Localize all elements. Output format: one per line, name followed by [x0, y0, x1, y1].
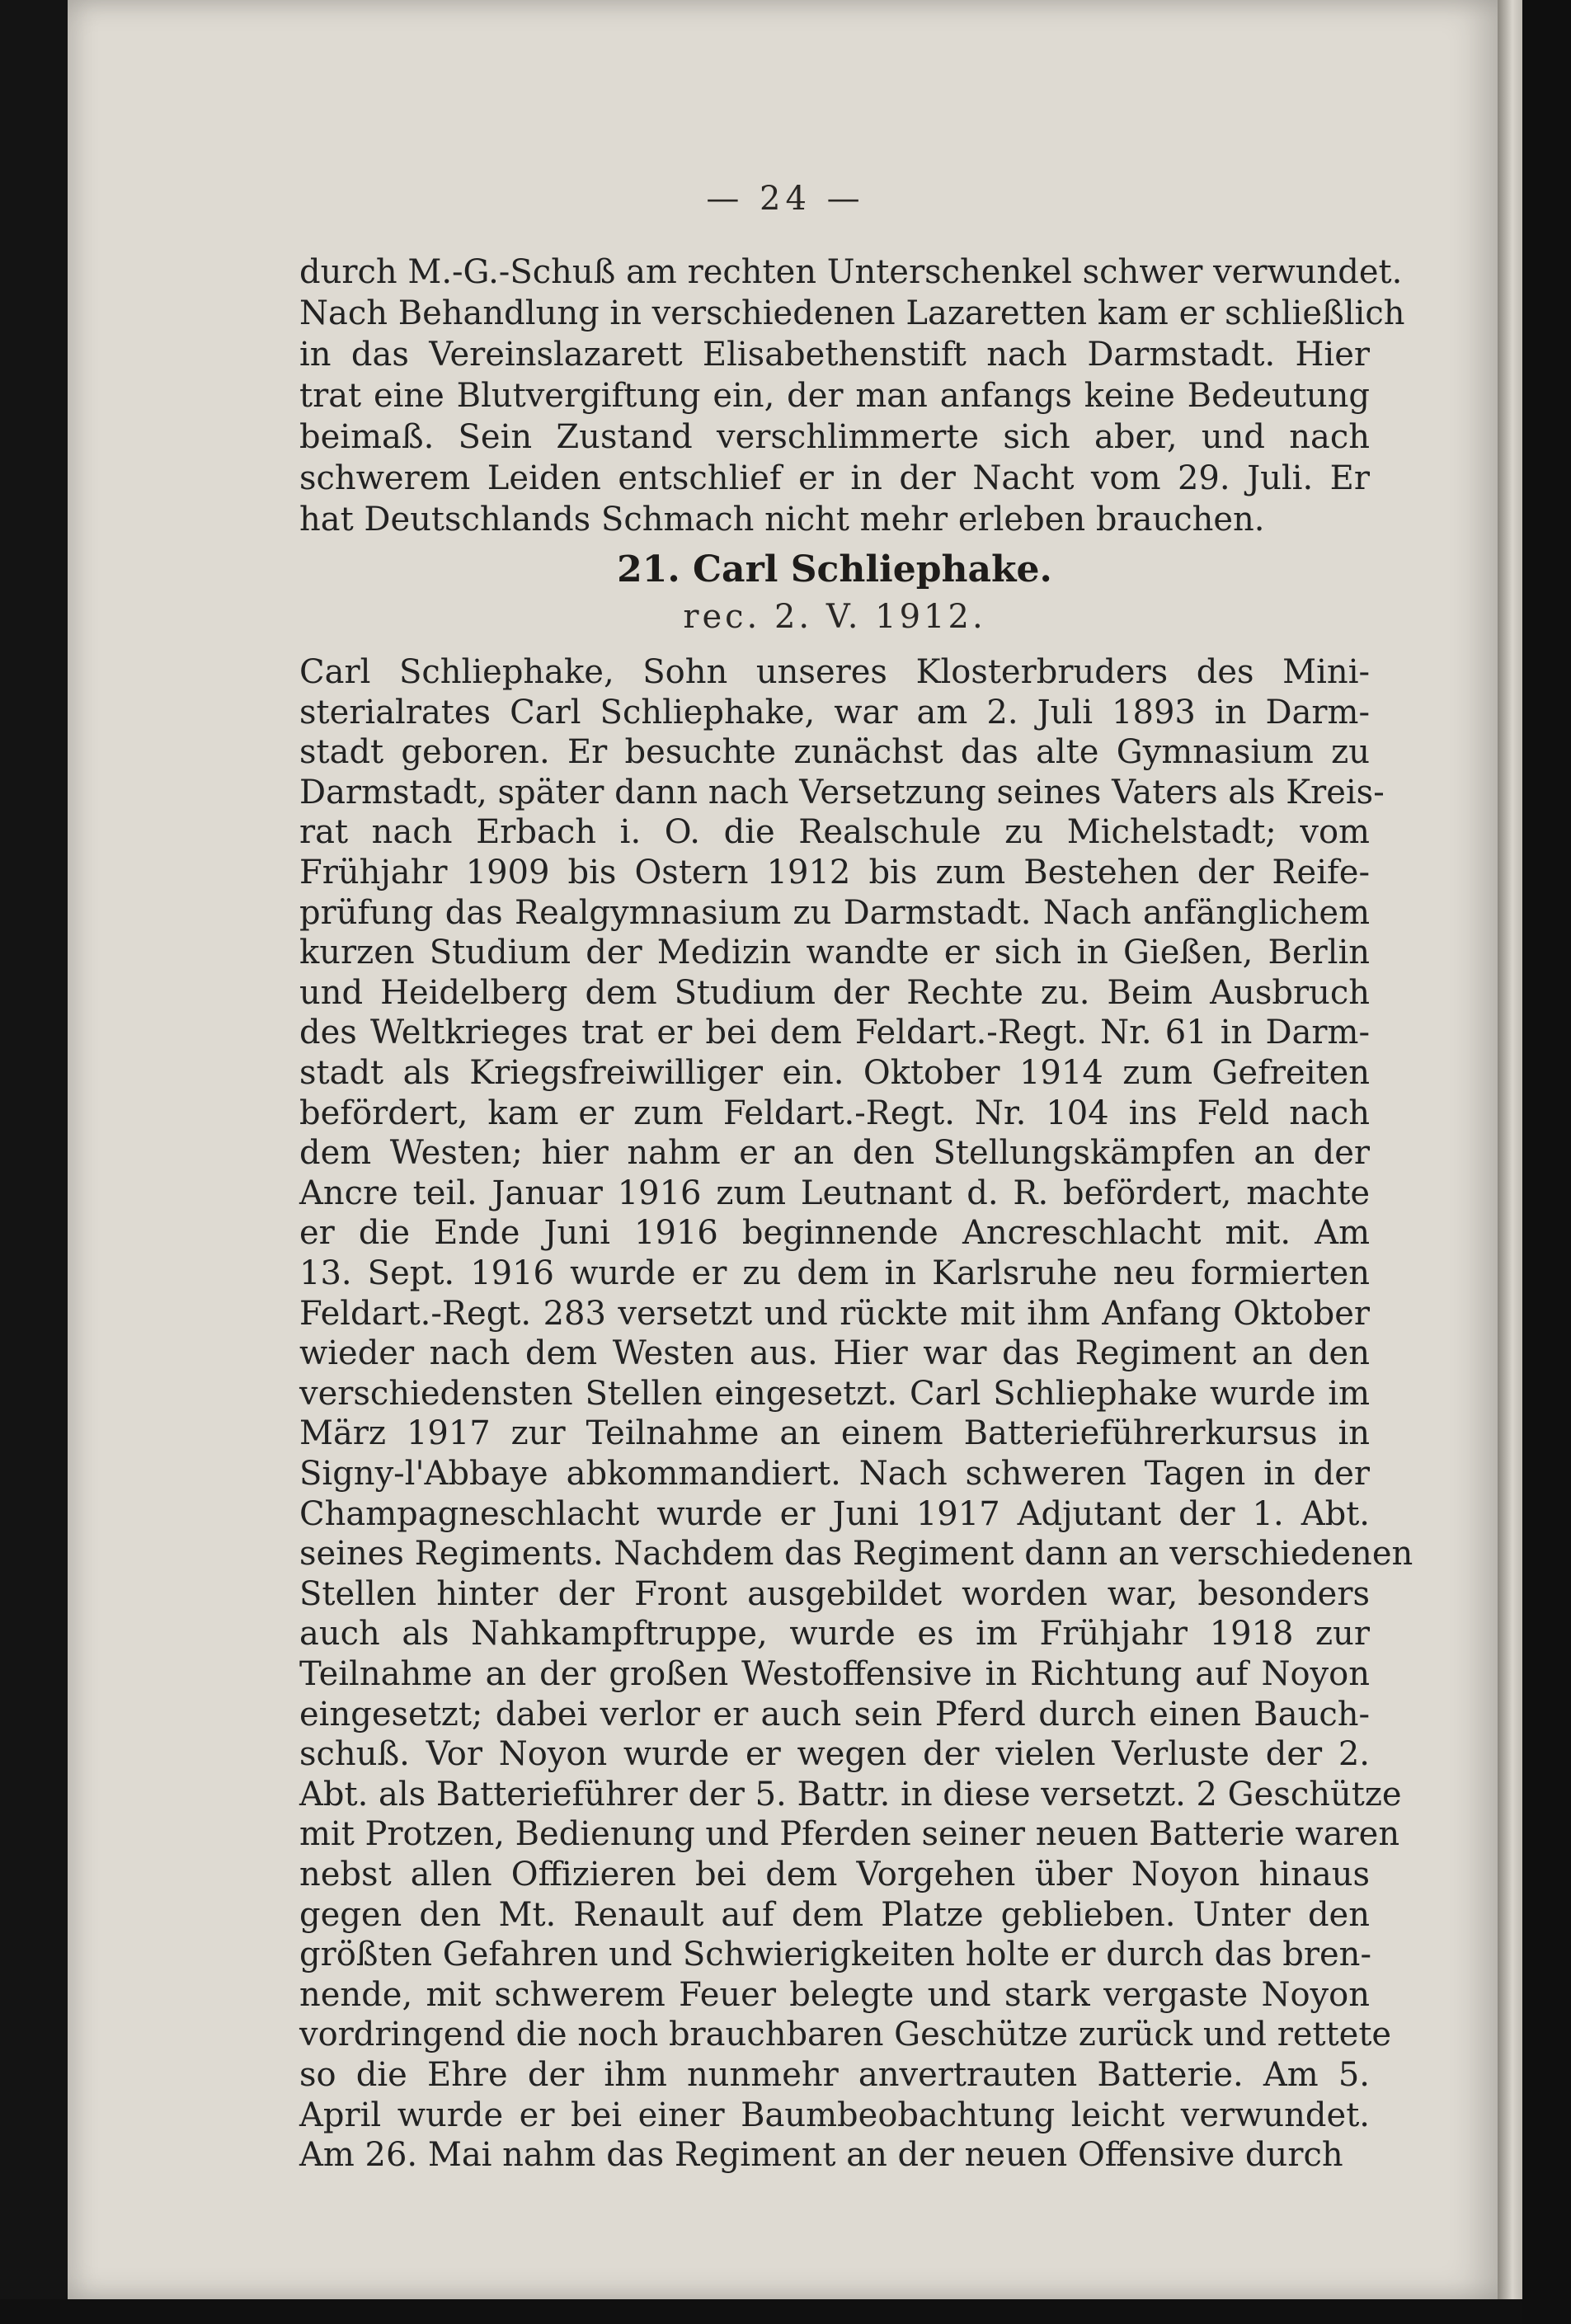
text-line: verschiedensten Stellen eingesetzt. Carl Schliephake wurde im [299, 1375, 1370, 1413]
text-line: gegen den Mt. Renault auf dem Platze geblieben. Unter den [299, 1896, 1370, 1934]
text-line: auch als Nahkampftruppe, wurde es im Frühjahr 1918 zur [299, 1615, 1370, 1653]
text-line: befördert, kam er zum Feldart.-Regt. Nr. 104 ins Feld nach [299, 1094, 1370, 1132]
text-line: Stellen hinter der Front ausgebildet worden war, besonders [299, 1575, 1370, 1613]
text-line: prüfung das Realgymnasium zu Darmstadt. Nach anfänglichem [299, 894, 1370, 932]
text-line: so die Ehre der ihm nunmehr anvertrauten Batterie. Am 5. [299, 2056, 1370, 2094]
text-line: stadt geboren. Er besuchte zunächst das alte Gymnasium zu [299, 733, 1370, 771]
text-line: größten Gefahren und Schwierigkeiten holte er durch das bren- [299, 1936, 1371, 1974]
text-line: schwerem Leiden entschlief er in der Nacht vom 29. Juli. Er [299, 459, 1370, 497]
text-line: nende, mit schwerem Feuer belegte und stark vergaste Noyon [299, 1976, 1370, 2014]
text-line: seines Regiments. Nachdem das Regiment dann an verschiedenen [299, 1535, 1413, 1573]
page-number: — 24 — [706, 180, 865, 218]
text-line: dem Westen; hier nahm er an den Stellungskämpfen an der [299, 1134, 1370, 1172]
text-line: rat nach Erbach i. O. die Realschule zu Michelstadt; vom [299, 813, 1370, 851]
scan-background [1522, 0, 1571, 2324]
text-line: in das Vereinslazarett Elisabethenstift nach Darmstadt. Hier [299, 336, 1370, 374]
text-line: März 1917 zur Teilnahme an einem Batterieführerkursus in [299, 1414, 1370, 1452]
section-heading: 21. Carl Schliephake. [617, 548, 1052, 590]
text-line: kurzen Studium der Medizin wandte er sich in Gießen, Berlin [299, 934, 1370, 971]
text-line: nebst allen Offizieren bei dem Vorgehen über Noyon hinaus [299, 1856, 1370, 1894]
text-line: Abt. als Batterieführer der 5. Battr. in diese versetzt. 2 Geschütze [299, 1776, 1402, 1814]
text-line: trat eine Blutvergiftung ein, der man anfangs keine Bedeutung [299, 377, 1370, 415]
text-line: Feldart.-Regt. 283 versetzt und rückte mit ihm Anfang Oktober [299, 1295, 1370, 1333]
text-line: des Weltkrieges trat er bei dem Feldart.-Regt. Nr. 61 in Darm- [299, 1014, 1370, 1051]
scan-background-bottom [0, 2299, 1522, 2324]
text-line: stadt als Kriegsfreiwilliger ein. Oktober 1914 zum Gefreiten [299, 1054, 1370, 1092]
text-line: Am 26. Mai nahm das Regiment an der neuen Offensive durch [299, 2136, 1343, 2174]
text-line: eingesetzt; dabei verlor er auch sein Pferd durch einen Bauch- [299, 1696, 1370, 1734]
text-line: wieder nach dem Westen aus. Hier war das Regiment an den [299, 1334, 1370, 1372]
text-line: April wurde er bei einer Baumbeobachtung leicht verwundet. [299, 2096, 1370, 2134]
text-line: Ancre teil. Januar 1916 zum Leutnant d. R. befördert, machte [299, 1174, 1370, 1212]
text-line: und Heidelberg dem Studium der Rechte zu. Beim Ausbruch [299, 974, 1370, 1012]
text-line: sterialrates Carl Schliephake, war am 2. Juli 1893 in Darm- [299, 694, 1370, 732]
text-line: schuß. Vor Noyon wurde er wegen der vielen Verluste der 2. [299, 1735, 1370, 1773]
section-subheading: rec. 2. V. 1912. [683, 598, 986, 636]
text-line: Frühjahr 1909 bis Ostern 1912 bis zum Bestehen der Reife- [299, 854, 1370, 891]
text-line: vordringend die noch brauchbaren Geschütze zurück und rettete [299, 2016, 1392, 2053]
text-line: Carl Schliephake, Sohn unseres Klosterbruders des Mini- [299, 653, 1370, 691]
text-line: Nach Behandlung in verschiedenen Lazaretten kam er schließlich [299, 294, 1405, 332]
text-line: 13. Sept. 1916 wurde er zu dem in Karlsruhe neu formierten [299, 1254, 1370, 1292]
text-line: durch M.-G.-Schuß am rechten Unterschenkel schwer verwundet. [299, 253, 1403, 291]
text-line: mit Protzen, Bedienung und Pferden seiner neuen Batterie waren [299, 1815, 1400, 1853]
text-line: Champagneschlacht wurde er Juni 1917 Adjutant der 1. Abt. [299, 1495, 1370, 1533]
text-line: hat Deutschlands Schmach nicht mehr erleben brauchen. [299, 501, 1265, 539]
text-line: beimaß. Sein Zustand verschlimmerte sich aber, und nach [299, 418, 1370, 456]
text-line: Darmstadt, später dann nach Versetzung seines Vaters als Kreis- [299, 774, 1385, 812]
text-line: Signy-l'Abbaye abkommandiert. Nach schweren Tagen in der [299, 1455, 1370, 1493]
text-line: Teilnahme an der großen Westoffensive in Richtung auf Noyon [299, 1655, 1370, 1693]
page-edge [1498, 0, 1522, 2299]
text-line: er die Ende Juni 1916 beginnende Ancreschlacht mit. Am [299, 1214, 1370, 1252]
